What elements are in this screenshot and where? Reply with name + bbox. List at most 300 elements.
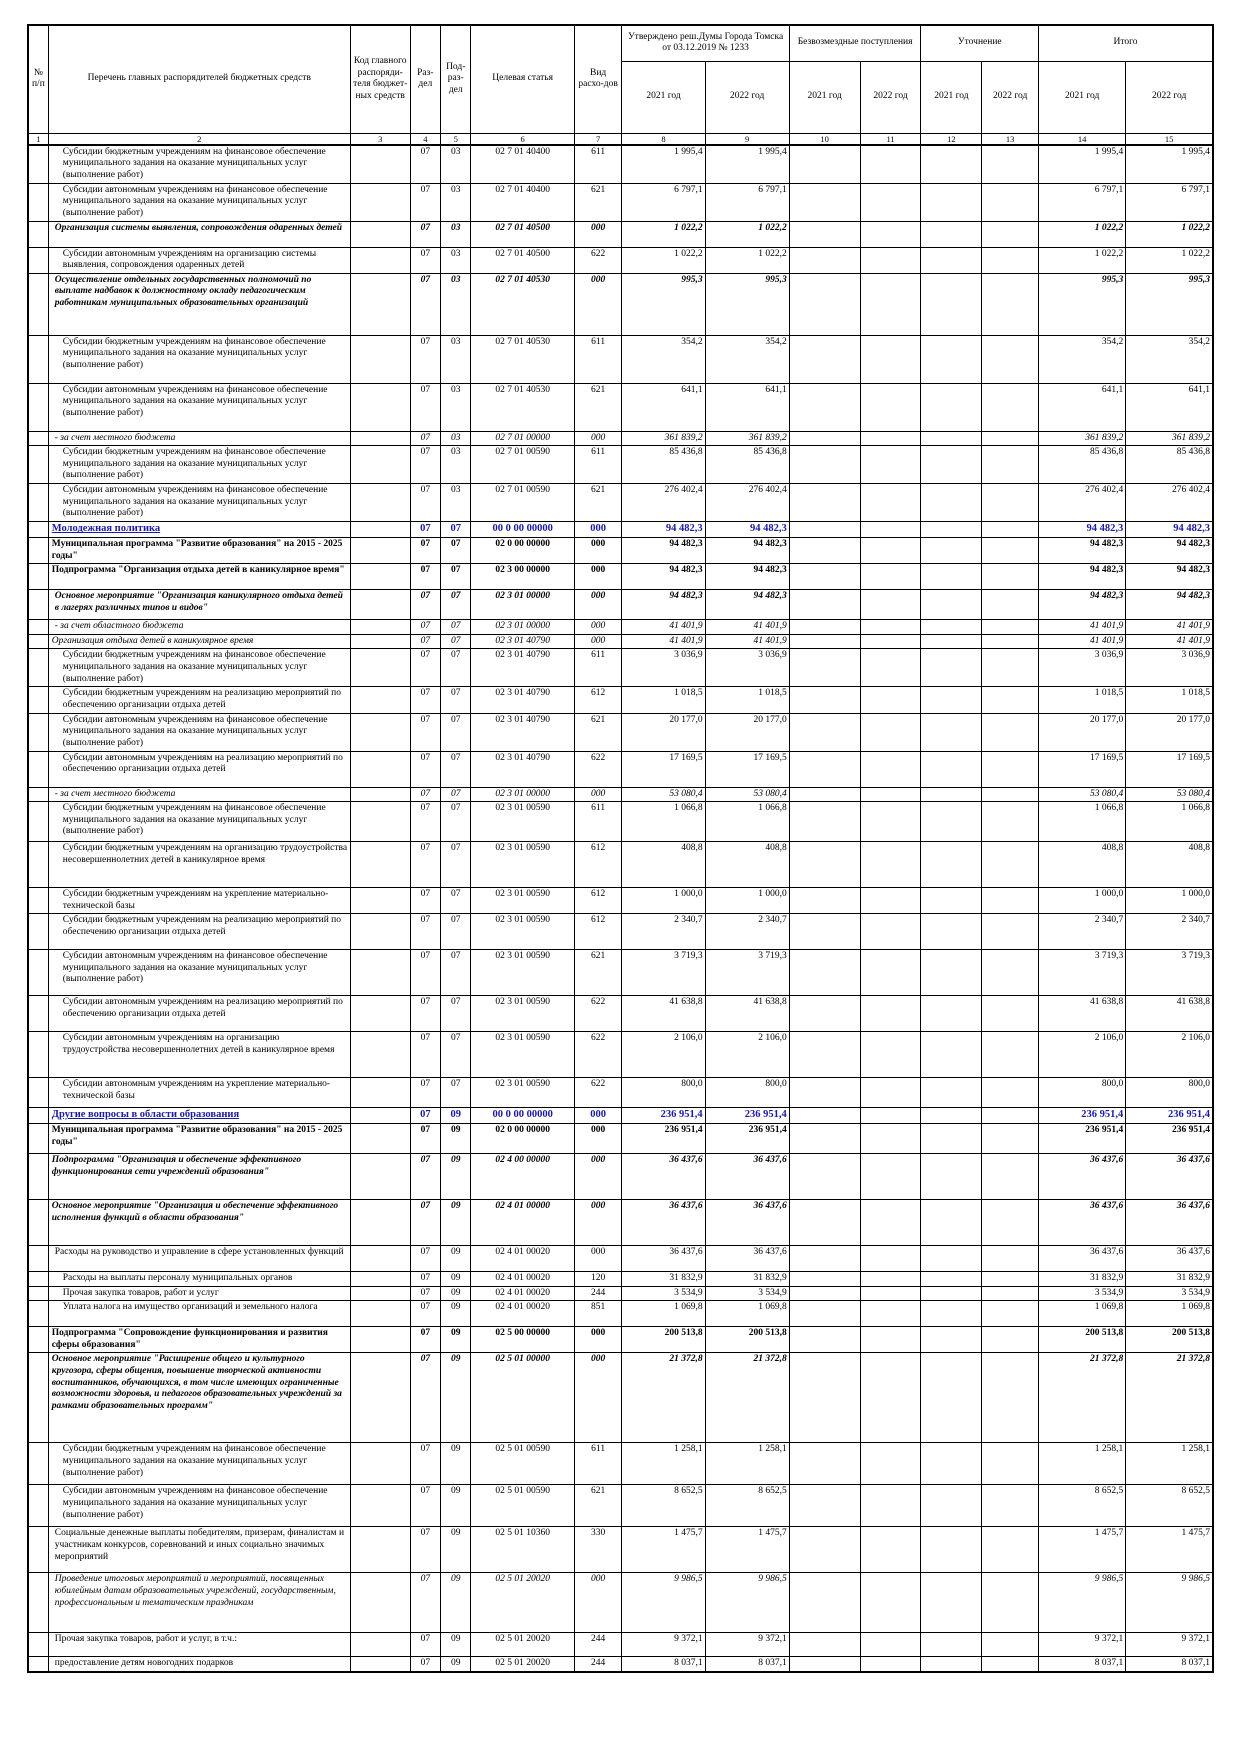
cell-approved-2022: 1 018,5 — [705, 687, 789, 713]
cell-total-2021: 1 018,5 — [1039, 687, 1126, 713]
cell-podrazdel: 03 — [441, 273, 471, 335]
cell-vid: 621 — [574, 484, 622, 522]
cell-total-2022: 1 022,2 — [1126, 247, 1213, 273]
cell-total-2022: 3 534,9 — [1126, 1286, 1213, 1301]
cell-approved-2021: 1 258,1 — [622, 1443, 705, 1485]
cell-refine-2022 — [982, 713, 1039, 751]
cell-free-2022 — [860, 751, 921, 787]
cell-refine-2021 — [921, 634, 982, 649]
cell-razdel: 07 — [410, 634, 440, 649]
cell-refine-2022 — [982, 1327, 1039, 1353]
cell-refine-2022 — [982, 335, 1039, 383]
cell-total-2021: 94 482,3 — [1039, 538, 1126, 564]
cell-no — [28, 1527, 48, 1573]
cell-total-2021: 85 436,8 — [1039, 446, 1126, 484]
cell-approved-2022: 2 340,7 — [705, 914, 789, 950]
cell-free-2022 — [860, 335, 921, 383]
table-row — [28, 1032, 1213, 1078]
table-row — [28, 914, 1213, 950]
cell-total-2021: 3 036,9 — [1039, 649, 1126, 687]
header-group-total: Итого — [1039, 25, 1213, 61]
cell-free-2021 — [789, 1286, 860, 1301]
cell-vid: 611 — [574, 446, 622, 484]
cell-code — [350, 538, 410, 564]
cell-no — [28, 1124, 48, 1154]
cell-code — [350, 1327, 410, 1353]
cell-name: Субсидии бюджетным учреждениям на укрепление материально-технической базы — [48, 888, 350, 914]
cell-free-2022 — [860, 1286, 921, 1301]
cell-target: 02 7 01 40500 — [471, 247, 574, 273]
cell-no — [28, 914, 48, 950]
cell-refine-2021 — [921, 1154, 982, 1200]
table-row — [28, 1246, 1213, 1272]
cell-approved-2022: 85 436,8 — [705, 446, 789, 484]
cell-total-2021: 1 995,4 — [1039, 145, 1126, 183]
cell-name: Субсидии автономным учреждениям на укрепление материально-технической базы — [48, 1078, 350, 1108]
cell-approved-2021: 36 437,6 — [622, 1200, 705, 1246]
cell-approved-2022: 1 022,2 — [705, 221, 789, 247]
cell-total-2021: 41 638,8 — [1039, 996, 1126, 1032]
cell-total-2021: 36 437,6 — [1039, 1154, 1126, 1200]
cell-refine-2021 — [921, 1108, 982, 1124]
budget-sheet — [27, 24, 1214, 1673]
cell-approved-2021: 361 839,2 — [622, 431, 705, 446]
cell-target: 02 5 01 20020 — [471, 1573, 574, 1633]
cell-razdel: 07 — [410, 335, 440, 383]
cell-free-2021 — [789, 1657, 860, 1672]
cell-name: Основное мероприятие "Организация каникулярного отдыха детей в лагерях различных типов и видов" — [48, 590, 350, 620]
cell-no — [28, 1633, 48, 1657]
cell-refine-2022 — [982, 996, 1039, 1032]
cell-no — [28, 1485, 48, 1527]
cell-free-2022 — [860, 914, 921, 950]
cell-approved-2021: 41 401,9 — [622, 634, 705, 649]
table-row — [28, 484, 1213, 522]
cell-free-2021 — [789, 1353, 860, 1443]
cell-total-2021: 94 482,3 — [1039, 522, 1126, 538]
table-row — [28, 1485, 1213, 1527]
cell-vid: 621 — [574, 713, 622, 751]
cell-code — [350, 1443, 410, 1485]
cell-code — [350, 1633, 410, 1657]
cell-total-2022: 641,1 — [1126, 383, 1213, 431]
cell-refine-2022 — [982, 888, 1039, 914]
cell-razdel: 07 — [410, 1327, 440, 1353]
cell-razdel: 07 — [410, 950, 440, 996]
table-row — [28, 221, 1213, 247]
cell-name: Субсидии бюджетным учреждениям на финансовое обеспечение муниципального задания на оказание муниципальных услуг (выполнение работ) — [48, 335, 350, 383]
cell-refine-2022 — [982, 1485, 1039, 1527]
cell-total-2022: 21 372,8 — [1126, 1353, 1213, 1443]
cell-name: Осуществление отдельных государственных полномочий по выплате надбавок к должностному окладу педагогическим работникам муниципальных образовательных организаций — [48, 273, 350, 335]
cell-approved-2021: 800,0 — [622, 1078, 705, 1108]
cell-code — [350, 1286, 410, 1301]
cell-razdel: 07 — [410, 751, 440, 787]
cell-podrazdel: 09 — [441, 1573, 471, 1633]
cell-approved-2022: 21 372,8 — [705, 1353, 789, 1443]
cell-free-2021 — [789, 538, 860, 564]
cell-free-2021 — [789, 522, 860, 538]
cell-razdel: 07 — [410, 1200, 440, 1246]
cell-refine-2022 — [982, 383, 1039, 431]
cell-target: 02 3 01 40790 — [471, 751, 574, 787]
cell-no — [28, 484, 48, 522]
cell-total-2022: 354,2 — [1126, 335, 1213, 383]
column-number: 12 — [921, 133, 982, 145]
cell-name: Организация отдыха детей в каникулярное время — [48, 634, 350, 649]
cell-target: 02 3 01 40790 — [471, 687, 574, 713]
cell-vid: 611 — [574, 335, 622, 383]
cell-free-2022 — [860, 1301, 921, 1327]
cell-refine-2022 — [982, 1573, 1039, 1633]
cell-vid: 000 — [574, 273, 622, 335]
header-year: 2022 год — [705, 61, 789, 133]
cell-free-2022 — [860, 1078, 921, 1108]
cell-approved-2022: 1 000,0 — [705, 888, 789, 914]
cell-approved-2022: 94 482,3 — [705, 590, 789, 620]
cell-target: 02 5 01 10360 — [471, 1527, 574, 1573]
cell-approved-2022: 1 069,8 — [705, 1301, 789, 1327]
cell-code — [350, 751, 410, 787]
cell-code — [350, 1108, 410, 1124]
cell-refine-2021 — [921, 1485, 982, 1527]
cell-refine-2021 — [921, 590, 982, 620]
cell-podrazdel: 09 — [441, 1124, 471, 1154]
cell-free-2021 — [789, 1527, 860, 1573]
cell-free-2022 — [860, 145, 921, 183]
cell-free-2022 — [860, 183, 921, 221]
cell-free-2022 — [860, 1527, 921, 1573]
table-row — [28, 802, 1213, 842]
cell-name: Субсидии автономным учреждениям на финансовое обеспечение муниципального задания на оказание муниципальных услуг (выполнение работ) — [48, 383, 350, 431]
cell-approved-2021: 20 177,0 — [622, 713, 705, 751]
cell-refine-2022 — [982, 1124, 1039, 1154]
cell-refine-2022 — [982, 522, 1039, 538]
cell-vid: 611 — [574, 802, 622, 842]
cell-no — [28, 713, 48, 751]
cell-total-2022: 1 022,2 — [1126, 221, 1213, 247]
cell-refine-2022 — [982, 247, 1039, 273]
cell-vid: 000 — [574, 1246, 622, 1272]
cell-code — [350, 522, 410, 538]
cell-refine-2021 — [921, 564, 982, 590]
cell-podrazdel: 07 — [441, 950, 471, 996]
cell-refine-2021 — [921, 1124, 982, 1154]
cell-total-2022: 236 951,4 — [1126, 1108, 1213, 1124]
table-row — [28, 1633, 1213, 1657]
cell-free-2021 — [789, 1200, 860, 1246]
cell-target: 02 4 01 00000 — [471, 1200, 574, 1246]
table-row — [28, 1353, 1213, 1443]
header-year: 2022 год — [860, 61, 921, 133]
cell-total-2022: 1 995,4 — [1126, 145, 1213, 183]
column-number-row — [28, 133, 1213, 145]
cell-approved-2022: 641,1 — [705, 383, 789, 431]
cell-code — [350, 1301, 410, 1327]
cell-refine-2022 — [982, 649, 1039, 687]
cell-refine-2021 — [921, 1272, 982, 1287]
cell-name: Расходы на руководство и управление в сфере установленных функций — [48, 1246, 350, 1272]
cell-refine-2021 — [921, 950, 982, 996]
cell-target: 02 4 01 00020 — [471, 1286, 574, 1301]
cell-free-2022 — [860, 538, 921, 564]
cell-refine-2022 — [982, 1286, 1039, 1301]
cell-refine-2022 — [982, 1301, 1039, 1327]
cell-name: Основное мероприятие "Расширение общего и культурного кругозора, сферы общения, повышение творческой активности воспитанников, обучающихся, в том числе имеющих ограниченные возможности здоровья, и педагогов образовательных учреждений за рамками образовательных программ" — [48, 1353, 350, 1443]
cell-free-2021 — [789, 1246, 860, 1272]
cell-approved-2022: 41 401,9 — [705, 634, 789, 649]
cell-razdel: 07 — [410, 247, 440, 273]
cell-total-2022: 36 437,6 — [1126, 1154, 1213, 1200]
cell-refine-2021 — [921, 1327, 982, 1353]
cell-name: Молодежная политика — [48, 522, 350, 538]
cell-free-2021 — [789, 950, 860, 996]
cell-approved-2021: 2 106,0 — [622, 1032, 705, 1078]
cell-free-2022 — [860, 888, 921, 914]
cell-approved-2021: 3 036,9 — [622, 649, 705, 687]
cell-refine-2021 — [921, 484, 982, 522]
cell-total-2022: 1 475,7 — [1126, 1527, 1213, 1573]
cell-name: Субсидии бюджетным учреждениям на финансовое обеспечение муниципального задания на оказание муниципальных услуг (выполнение работ) — [48, 446, 350, 484]
cell-podrazdel: 07 — [441, 914, 471, 950]
cell-podrazdel: 09 — [441, 1657, 471, 1672]
cell-razdel: 07 — [410, 564, 440, 590]
cell-refine-2021 — [921, 1246, 982, 1272]
cell-refine-2022 — [982, 1353, 1039, 1443]
table-body — [28, 145, 1213, 1672]
table-row — [28, 564, 1213, 590]
cell-total-2022: 9 986,5 — [1126, 1573, 1213, 1633]
cell-free-2021 — [789, 634, 860, 649]
cell-total-2021: 21 372,8 — [1039, 1353, 1126, 1443]
cell-total-2021: 9 372,1 — [1039, 1633, 1126, 1657]
cell-approved-2021: 236 951,4 — [622, 1108, 705, 1124]
cell-podrazdel: 09 — [441, 1633, 471, 1657]
cell-razdel: 07 — [410, 1301, 440, 1327]
cell-target: 00 0 00 00000 — [471, 1108, 574, 1124]
cell-total-2022: 995,3 — [1126, 273, 1213, 335]
table-row — [28, 446, 1213, 484]
cell-no — [28, 1078, 48, 1108]
cell-podrazdel: 07 — [441, 564, 471, 590]
cell-total-2022: 1 018,5 — [1126, 687, 1213, 713]
cell-total-2022: 36 437,6 — [1126, 1200, 1213, 1246]
cell-refine-2021 — [921, 842, 982, 888]
cell-vid: 611 — [574, 1443, 622, 1485]
cell-free-2022 — [860, 1124, 921, 1154]
column-number: 14 — [1039, 133, 1126, 145]
cell-free-2022 — [860, 522, 921, 538]
cell-target: 02 3 01 00590 — [471, 996, 574, 1032]
cell-target: 02 7 01 40530 — [471, 335, 574, 383]
cell-razdel: 07 — [410, 687, 440, 713]
cell-refine-2022 — [982, 446, 1039, 484]
cell-vid: 330 — [574, 1527, 622, 1573]
cell-refine-2022 — [982, 183, 1039, 221]
cell-name: Основное мероприятие "Организация и обеспечение эффективного исполнения функций в области образования" — [48, 1200, 350, 1246]
cell-refine-2022 — [982, 1246, 1039, 1272]
cell-no — [28, 1246, 48, 1272]
cell-razdel: 07 — [410, 620, 440, 635]
cell-target: 02 3 01 00590 — [471, 842, 574, 888]
cell-code — [350, 1272, 410, 1287]
cell-refine-2022 — [982, 620, 1039, 635]
table-row — [28, 431, 1213, 446]
table-row — [28, 247, 1213, 273]
cell-approved-2021: 85 436,8 — [622, 446, 705, 484]
cell-podrazdel: 03 — [441, 484, 471, 522]
cell-approved-2022: 236 951,4 — [705, 1124, 789, 1154]
cell-approved-2021: 9 372,1 — [622, 1633, 705, 1657]
header-podrazdel: Под-раз-дел — [441, 25, 471, 133]
cell-no — [28, 1301, 48, 1327]
cell-refine-2022 — [982, 273, 1039, 335]
cell-no — [28, 1443, 48, 1485]
cell-podrazdel: 03 — [441, 145, 471, 183]
cell-name: Прочая закупка товаров, работ и услуг — [48, 1286, 350, 1301]
cell-code — [350, 620, 410, 635]
cell-code — [350, 1353, 410, 1443]
cell-refine-2021 — [921, 713, 982, 751]
cell-total-2021: 236 951,4 — [1039, 1124, 1126, 1154]
cell-code — [350, 1078, 410, 1108]
cell-no — [28, 1108, 48, 1124]
cell-approved-2021: 641,1 — [622, 383, 705, 431]
cell-target: 02 3 01 00590 — [471, 950, 574, 996]
cell-razdel: 07 — [410, 1286, 440, 1301]
cell-target: 02 7 01 40530 — [471, 273, 574, 335]
cell-total-2022: 3 036,9 — [1126, 649, 1213, 687]
cell-target: 02 4 01 00020 — [471, 1301, 574, 1327]
cell-free-2021 — [789, 751, 860, 787]
cell-vid: 000 — [574, 620, 622, 635]
cell-total-2021: 236 951,4 — [1039, 1108, 1126, 1124]
cell-refine-2022 — [982, 1032, 1039, 1078]
cell-podrazdel: 09 — [441, 1246, 471, 1272]
cell-free-2021 — [789, 1108, 860, 1124]
cell-podrazdel: 09 — [441, 1485, 471, 1527]
cell-approved-2021: 36 437,6 — [622, 1246, 705, 1272]
cell-podrazdel: 09 — [441, 1108, 471, 1124]
cell-total-2021: 8 652,5 — [1039, 1485, 1126, 1527]
cell-vid: 622 — [574, 247, 622, 273]
cell-name: Субсидии автономным учреждениям на реализацию мероприятий по обеспечению организации отдыха детей — [48, 996, 350, 1032]
cell-no — [28, 522, 48, 538]
cell-vid: 000 — [574, 1154, 622, 1200]
cell-total-2022: 1 258,1 — [1126, 1443, 1213, 1485]
cell-approved-2021: 354,2 — [622, 335, 705, 383]
cell-target: 02 5 01 00590 — [471, 1443, 574, 1485]
cell-name: Субсидии автономным учреждениям на финансовое обеспечение муниципального задания на оказание муниципальных услуг (выполнение работ) — [48, 950, 350, 996]
cell-approved-2022: 17 169,5 — [705, 751, 789, 787]
cell-total-2021: 354,2 — [1039, 335, 1126, 383]
cell-free-2022 — [860, 564, 921, 590]
cell-refine-2022 — [982, 634, 1039, 649]
cell-no — [28, 687, 48, 713]
cell-refine-2021 — [921, 221, 982, 247]
cell-total-2022: 200 513,8 — [1126, 1327, 1213, 1353]
cell-razdel: 07 — [410, 1108, 440, 1124]
cell-name: Подпрограмма "Сопровождение функционирования и развития сферы образования" — [48, 1327, 350, 1353]
cell-refine-2021 — [921, 888, 982, 914]
cell-target: 02 5 01 20020 — [471, 1633, 574, 1657]
cell-razdel: 07 — [410, 1154, 440, 1200]
cell-approved-2021: 8 652,5 — [622, 1485, 705, 1527]
column-number: 2 — [48, 133, 350, 145]
cell-free-2022 — [860, 634, 921, 649]
cell-total-2022: 94 482,3 — [1126, 522, 1213, 538]
cell-no — [28, 590, 48, 620]
cell-total-2022: 8 652,5 — [1126, 1485, 1213, 1527]
cell-total-2021: 1 475,7 — [1039, 1527, 1126, 1573]
cell-free-2021 — [789, 888, 860, 914]
cell-free-2022 — [860, 590, 921, 620]
cell-refine-2022 — [982, 751, 1039, 787]
cell-approved-2022: 3 036,9 — [705, 649, 789, 687]
cell-razdel: 07 — [410, 1527, 440, 1573]
table-row — [28, 335, 1213, 383]
cell-refine-2022 — [982, 802, 1039, 842]
column-number: 5 — [441, 133, 471, 145]
cell-no — [28, 1272, 48, 1287]
cell-razdel: 07 — [410, 842, 440, 888]
cell-refine-2021 — [921, 687, 982, 713]
cell-code — [350, 273, 410, 335]
cell-name: Субсидии автономным учреждениям на реализацию мероприятий по обеспечению организации отдыха детей — [48, 751, 350, 787]
cell-podrazdel: 09 — [441, 1154, 471, 1200]
cell-approved-2022: 31 832,9 — [705, 1272, 789, 1287]
cell-no — [28, 1573, 48, 1633]
cell-code — [350, 787, 410, 802]
column-number: 6 — [471, 133, 574, 145]
cell-vid: 000 — [574, 431, 622, 446]
cell-name: Субсидии автономным учреждениям на финансовое обеспечение муниципального задания на оказание муниципальных услуг (выполнение работ) — [48, 713, 350, 751]
cell-approved-2021: 1 018,5 — [622, 687, 705, 713]
cell-podrazdel: 07 — [441, 590, 471, 620]
cell-refine-2022 — [982, 1154, 1039, 1200]
cell-name: Муниципальная программа "Развитие образования" на 2015 - 2025 годы" — [48, 538, 350, 564]
cell-total-2022: 236 951,4 — [1126, 1124, 1213, 1154]
cell-razdel: 07 — [410, 383, 440, 431]
cell-free-2022 — [860, 802, 921, 842]
cell-razdel: 07 — [410, 431, 440, 446]
cell-free-2021 — [789, 1485, 860, 1527]
cell-refine-2021 — [921, 802, 982, 842]
header-code: Код главного распоряди-теля бюджет-ных средств — [350, 25, 410, 133]
cell-code — [350, 842, 410, 888]
cell-razdel: 07 — [410, 1246, 440, 1272]
cell-free-2021 — [789, 914, 860, 950]
cell-approved-2022: 1 475,7 — [705, 1527, 789, 1573]
cell-refine-2021 — [921, 1200, 982, 1246]
cell-total-2021: 36 437,6 — [1039, 1246, 1126, 1272]
cell-refine-2021 — [921, 1443, 982, 1485]
cell-approved-2021: 1 000,0 — [622, 888, 705, 914]
cell-podrazdel: 07 — [441, 538, 471, 564]
cell-razdel: 07 — [410, 484, 440, 522]
cell-vid: 000 — [574, 590, 622, 620]
cell-refine-2022 — [982, 145, 1039, 183]
cell-approved-2021: 200 513,8 — [622, 1327, 705, 1353]
cell-free-2021 — [789, 484, 860, 522]
cell-name: Субсидии бюджетным учреждениям на реализацию мероприятий по обеспечению организации отдыха детей — [48, 914, 350, 950]
cell-total-2022: 17 169,5 — [1126, 751, 1213, 787]
cell-name: - за счет местного бюджета — [48, 431, 350, 446]
cell-podrazdel: 09 — [441, 1286, 471, 1301]
cell-razdel: 07 — [410, 145, 440, 183]
cell-approved-2021: 31 832,9 — [622, 1272, 705, 1287]
cell-total-2022: 8 037,1 — [1126, 1657, 1213, 1672]
